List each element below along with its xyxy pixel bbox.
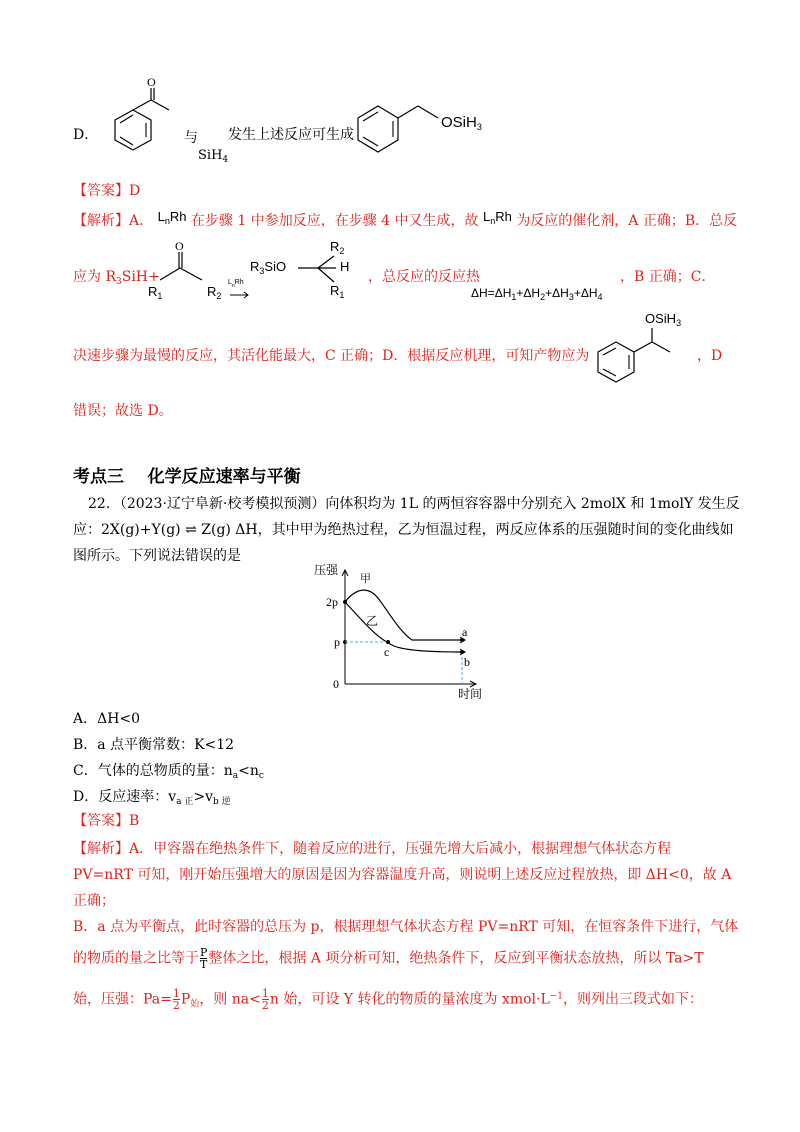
r3sio-label: $R_3SiO$ bbox=[250, 259, 287, 276]
prod2-formula: OSiH$_3$ bbox=[645, 311, 682, 328]
analysis-2-line-6: 始，压强：Pa= $\frac{1}{2}$ $P_始$，则 na< $\frac{1}{2}$ n 始，可设 Y 转化的物质的量浓度为 $xmol\cdot L^{-1}$，则列出三段式如下： bbox=[73, 987, 704, 1012]
label-b: b bbox=[464, 655, 470, 669]
option-d-text: 发生上述反应可生成 bbox=[228, 127, 354, 143]
analysis-1-line-1: 【解析】A． $L_nRh$ 在步骤 1 中参加反应，在步骤 4 中又生成，故 $L_nRh$ 为反应的催化剂，A 正确；B．总反 bbox=[73, 209, 738, 229]
analysis-1-line-4: 错误；故选 D。 bbox=[73, 403, 173, 419]
label-c: c bbox=[384, 645, 390, 659]
question-line-3: 图所示。下列说法错误的是 bbox=[73, 548, 241, 564]
analysis-2-line-4: B．a 点为平衡点，此时容器的总压为 p，根据理想气体状态方程 PV=nRT 可知，在恒容条件下进行，气体 bbox=[73, 919, 739, 935]
tick-p: p bbox=[334, 635, 340, 649]
curve-yi bbox=[345, 602, 465, 652]
pressure-time-graph bbox=[300, 562, 500, 702]
point-c bbox=[386, 640, 390, 644]
d-wrong-text: ，D bbox=[697, 348, 723, 364]
curve-jia bbox=[345, 590, 465, 640]
graph-ylabel: 压强 bbox=[314, 563, 339, 577]
r2-label-product: $R_2$ bbox=[330, 239, 345, 256]
analysis-2-line-1: 【解析】A．甲容器在绝热条件下，随着反应的进行，压强先增大后减小，根据理想气体状态方程 bbox=[73, 841, 672, 857]
answer-2: 【答案】B bbox=[73, 813, 140, 829]
option-d: D．反应速率：$v_{a 正}>v_{b 逆}$ bbox=[73, 789, 231, 807]
graph-origin: 0 bbox=[333, 677, 339, 691]
reaction-arrow bbox=[228, 290, 252, 300]
label-jia: 甲 bbox=[360, 573, 371, 585]
graph-xlabel: 时间 bbox=[458, 687, 483, 701]
svg-text:O: O bbox=[147, 75, 156, 89]
catalyst-small: $L_nRh$ bbox=[228, 279, 244, 289]
delta-h-equation: $\Delta H=\Delta H_1+\Delta H_2+\Delta H_3+\Delta H_4$ bbox=[471, 286, 603, 302]
tick-2p: 2p bbox=[326, 595, 338, 609]
r1-label-product: $R_1$ bbox=[330, 283, 345, 300]
r2-label: $R_2$ bbox=[207, 284, 222, 301]
label-a: a bbox=[462, 625, 468, 639]
r1-label: $R_1$ bbox=[148, 284, 163, 301]
product-formula: OSiH$_3$ bbox=[441, 114, 482, 132]
b-correct-text: ，B 正确；C． bbox=[620, 269, 716, 285]
option-c: C．气体的总物质的量：$n_a<n_c$ bbox=[73, 763, 264, 781]
total-reaction-heat-text: ，总反应的反应热 bbox=[368, 269, 480, 285]
h-label: H bbox=[340, 259, 350, 274]
question-line-2: 应：2X(g)+Y(g) ⇌ Z(g) ΔH，其中甲为绝热过程，乙为恒温过程，两反应体系的压强随时间的变化曲线如 bbox=[73, 522, 734, 538]
analysis-1-line-3: 决速步骤为最慢的反应，其活化能最大，C 正确；D．根据反应机理，可知产物应为 bbox=[73, 348, 590, 364]
point-b bbox=[460, 650, 464, 654]
analysis-2-line-2: PV=nRT 可知，刚开始压强增大的原因是因为容器温度升高，则说明上述反应过程放热，即 ΔH<0，故 A bbox=[73, 867, 732, 883]
with-word: 与 bbox=[184, 130, 198, 146]
silane-formula: SiH$_4$ bbox=[198, 148, 229, 165]
label-yi: 乙 bbox=[366, 614, 379, 628]
option-b: B．a 点平衡常数：K<12 bbox=[73, 737, 235, 753]
analysis-2-line-5: 的物质的量之比等于 $\frac{P}{T}$ 整体之比，根据 A 项分析可知，绝热条件下，反应到平衡状态放热，所以 Ta>T bbox=[73, 946, 704, 971]
analysis-2-line-3: 正确； bbox=[73, 893, 115, 909]
option-d-label: D． bbox=[73, 127, 99, 143]
question-line-1: 22．（2023·辽宁阜新·校考模拟预测）向体积均为 1L 的两恒容容器中分别充入 2molX 和 1molY 发生反 bbox=[88, 496, 740, 512]
svg-text:O: O bbox=[175, 239, 184, 253]
option-a: A．ΔH<0 bbox=[73, 711, 141, 727]
answer-1: 【答案】D bbox=[73, 183, 141, 199]
section-title: 考点三 化学反应速率与平衡 bbox=[73, 467, 301, 487]
analysis-1-line-2-start: 应为 $R_3SiH+$ bbox=[73, 269, 160, 287]
acetophenone-structure bbox=[95, 75, 185, 172]
